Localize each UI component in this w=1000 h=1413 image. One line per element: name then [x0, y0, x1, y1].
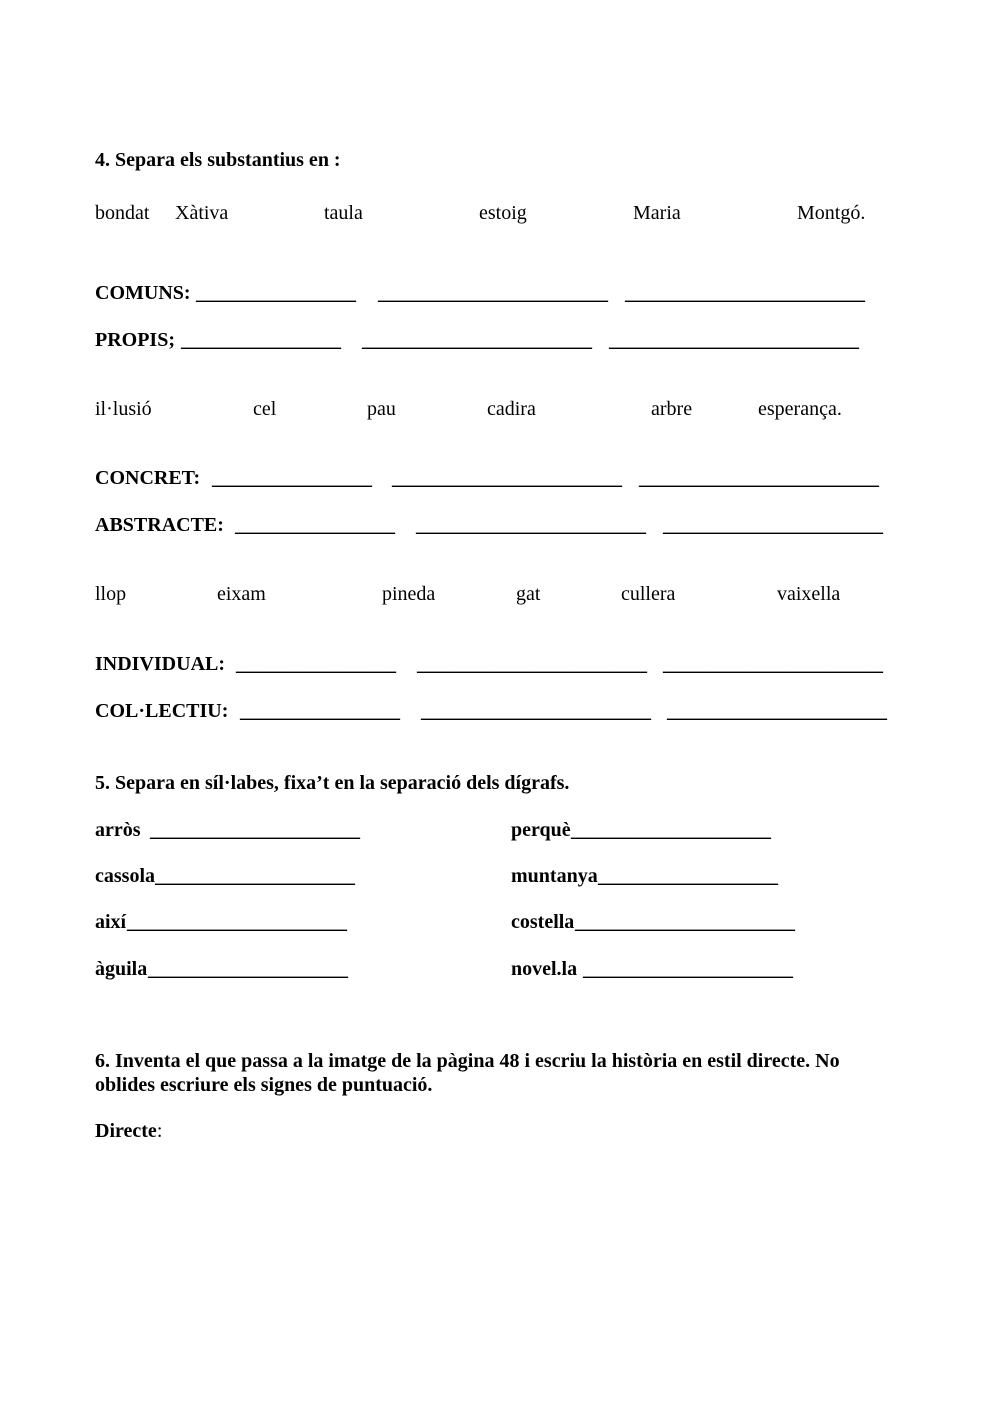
answer-blank[interactable]: ________________ — [212, 467, 372, 489]
noun-word: eixam — [217, 583, 266, 605]
noun-word: bondat — [95, 202, 150, 224]
answer-blank[interactable]: ________________________ — [639, 467, 879, 489]
noun-word: esperança. — [758, 398, 842, 420]
noun-word: pau — [367, 398, 396, 420]
directe-colon: : — [156, 1120, 163, 1142]
answer-blank[interactable]: ________________ — [196, 282, 356, 304]
answer-blank[interactable]: _______________________ — [362, 329, 592, 351]
syllable-word: muntanya — [511, 865, 598, 887]
directe-label-text: Directe — [95, 1120, 157, 1142]
noun-word: pineda — [382, 583, 436, 605]
syllable-word: arròs — [95, 819, 141, 841]
noun-word: Maria — [633, 202, 681, 224]
exercise-6-title-line1: 6. Inventa el que passa a la imatge de la pàgina 48 i escriu la història en estil directe. No — [95, 1050, 840, 1072]
answer-blank[interactable]: _____________________ — [583, 958, 793, 980]
noun-word: cullera — [621, 583, 676, 605]
noun-word: Montgó. — [797, 202, 866, 224]
answer-blank[interactable]: _______________________ — [378, 282, 608, 304]
answer-blank[interactable]: ______________________ — [575, 911, 795, 933]
syllable-word: així — [95, 911, 127, 933]
answer-blank[interactable]: ____________________ — [148, 958, 348, 980]
category-label-comuns: COMUNS: — [95, 282, 191, 304]
answer-blank[interactable]: _______________________ — [416, 514, 646, 536]
answer-blank[interactable]: ________________ — [235, 514, 395, 536]
syllable-word: cassola — [95, 865, 155, 887]
answer-blank[interactable]: _________________________ — [609, 329, 859, 351]
answer-blank[interactable]: ______________________ — [663, 653, 883, 675]
answer-blank[interactable]: ______________________ — [127, 911, 347, 933]
noun-word: taula — [324, 202, 363, 224]
answer-blank[interactable]: ________________________ — [625, 282, 865, 304]
noun-word: il·lusió — [95, 398, 152, 420]
noun-word: cel — [253, 398, 277, 420]
category-label-concret: CONCRET: — [95, 467, 201, 489]
noun-word: cadira — [487, 398, 536, 420]
syllable-word: perquè — [511, 819, 571, 841]
answer-blank[interactable]: ________________ — [236, 653, 396, 675]
noun-word: llop — [95, 583, 127, 605]
answer-blank[interactable]: _______________________ — [421, 700, 651, 722]
category-label-propis: PROPIS; — [95, 329, 175, 351]
answer-blank[interactable]: ______________________ — [663, 514, 883, 536]
category-label-collectiu: COL·LECTIU: — [95, 700, 229, 722]
answer-blank[interactable]: _____________________ — [150, 819, 360, 841]
answer-blank[interactable]: _______________________ — [392, 467, 622, 489]
syllable-word: novel.la — [511, 958, 578, 980]
noun-word: Xàtiva — [175, 202, 229, 224]
category-label-individual: INDIVIDUAL: — [95, 653, 226, 675]
answer-blank[interactable]: __________________ — [598, 865, 778, 887]
exercise-6-title-line2: oblides escriure els signes de puntuació. — [95, 1074, 433, 1096]
syllable-word: costella — [511, 911, 575, 933]
noun-word: gat — [516, 583, 541, 605]
answer-blank[interactable]: ________________ — [240, 700, 400, 722]
directe-label — [95, 1121, 162, 1141]
exercise-4-title: 4. Separa els substantius en : — [95, 149, 341, 171]
answer-blank[interactable]: ____________________ — [155, 865, 355, 887]
noun-word: arbre — [651, 398, 693, 420]
answer-blank[interactable]: ______________________ — [667, 700, 887, 722]
noun-word: estoig — [479, 202, 527, 224]
exercise-5-title: 5. Separa en síl·labes, fixa’t en la separació dels dígrafs. — [95, 772, 570, 794]
answer-blank[interactable]: ________________ — [181, 329, 341, 351]
answer-blank[interactable]: ____________________ — [571, 819, 771, 841]
answer-blank[interactable]: _______________________ — [417, 653, 647, 675]
syllable-word: àguila — [95, 958, 148, 980]
noun-word: vaixella — [777, 583, 841, 605]
category-label-abstracte: ABSTRACTE: — [95, 514, 224, 536]
